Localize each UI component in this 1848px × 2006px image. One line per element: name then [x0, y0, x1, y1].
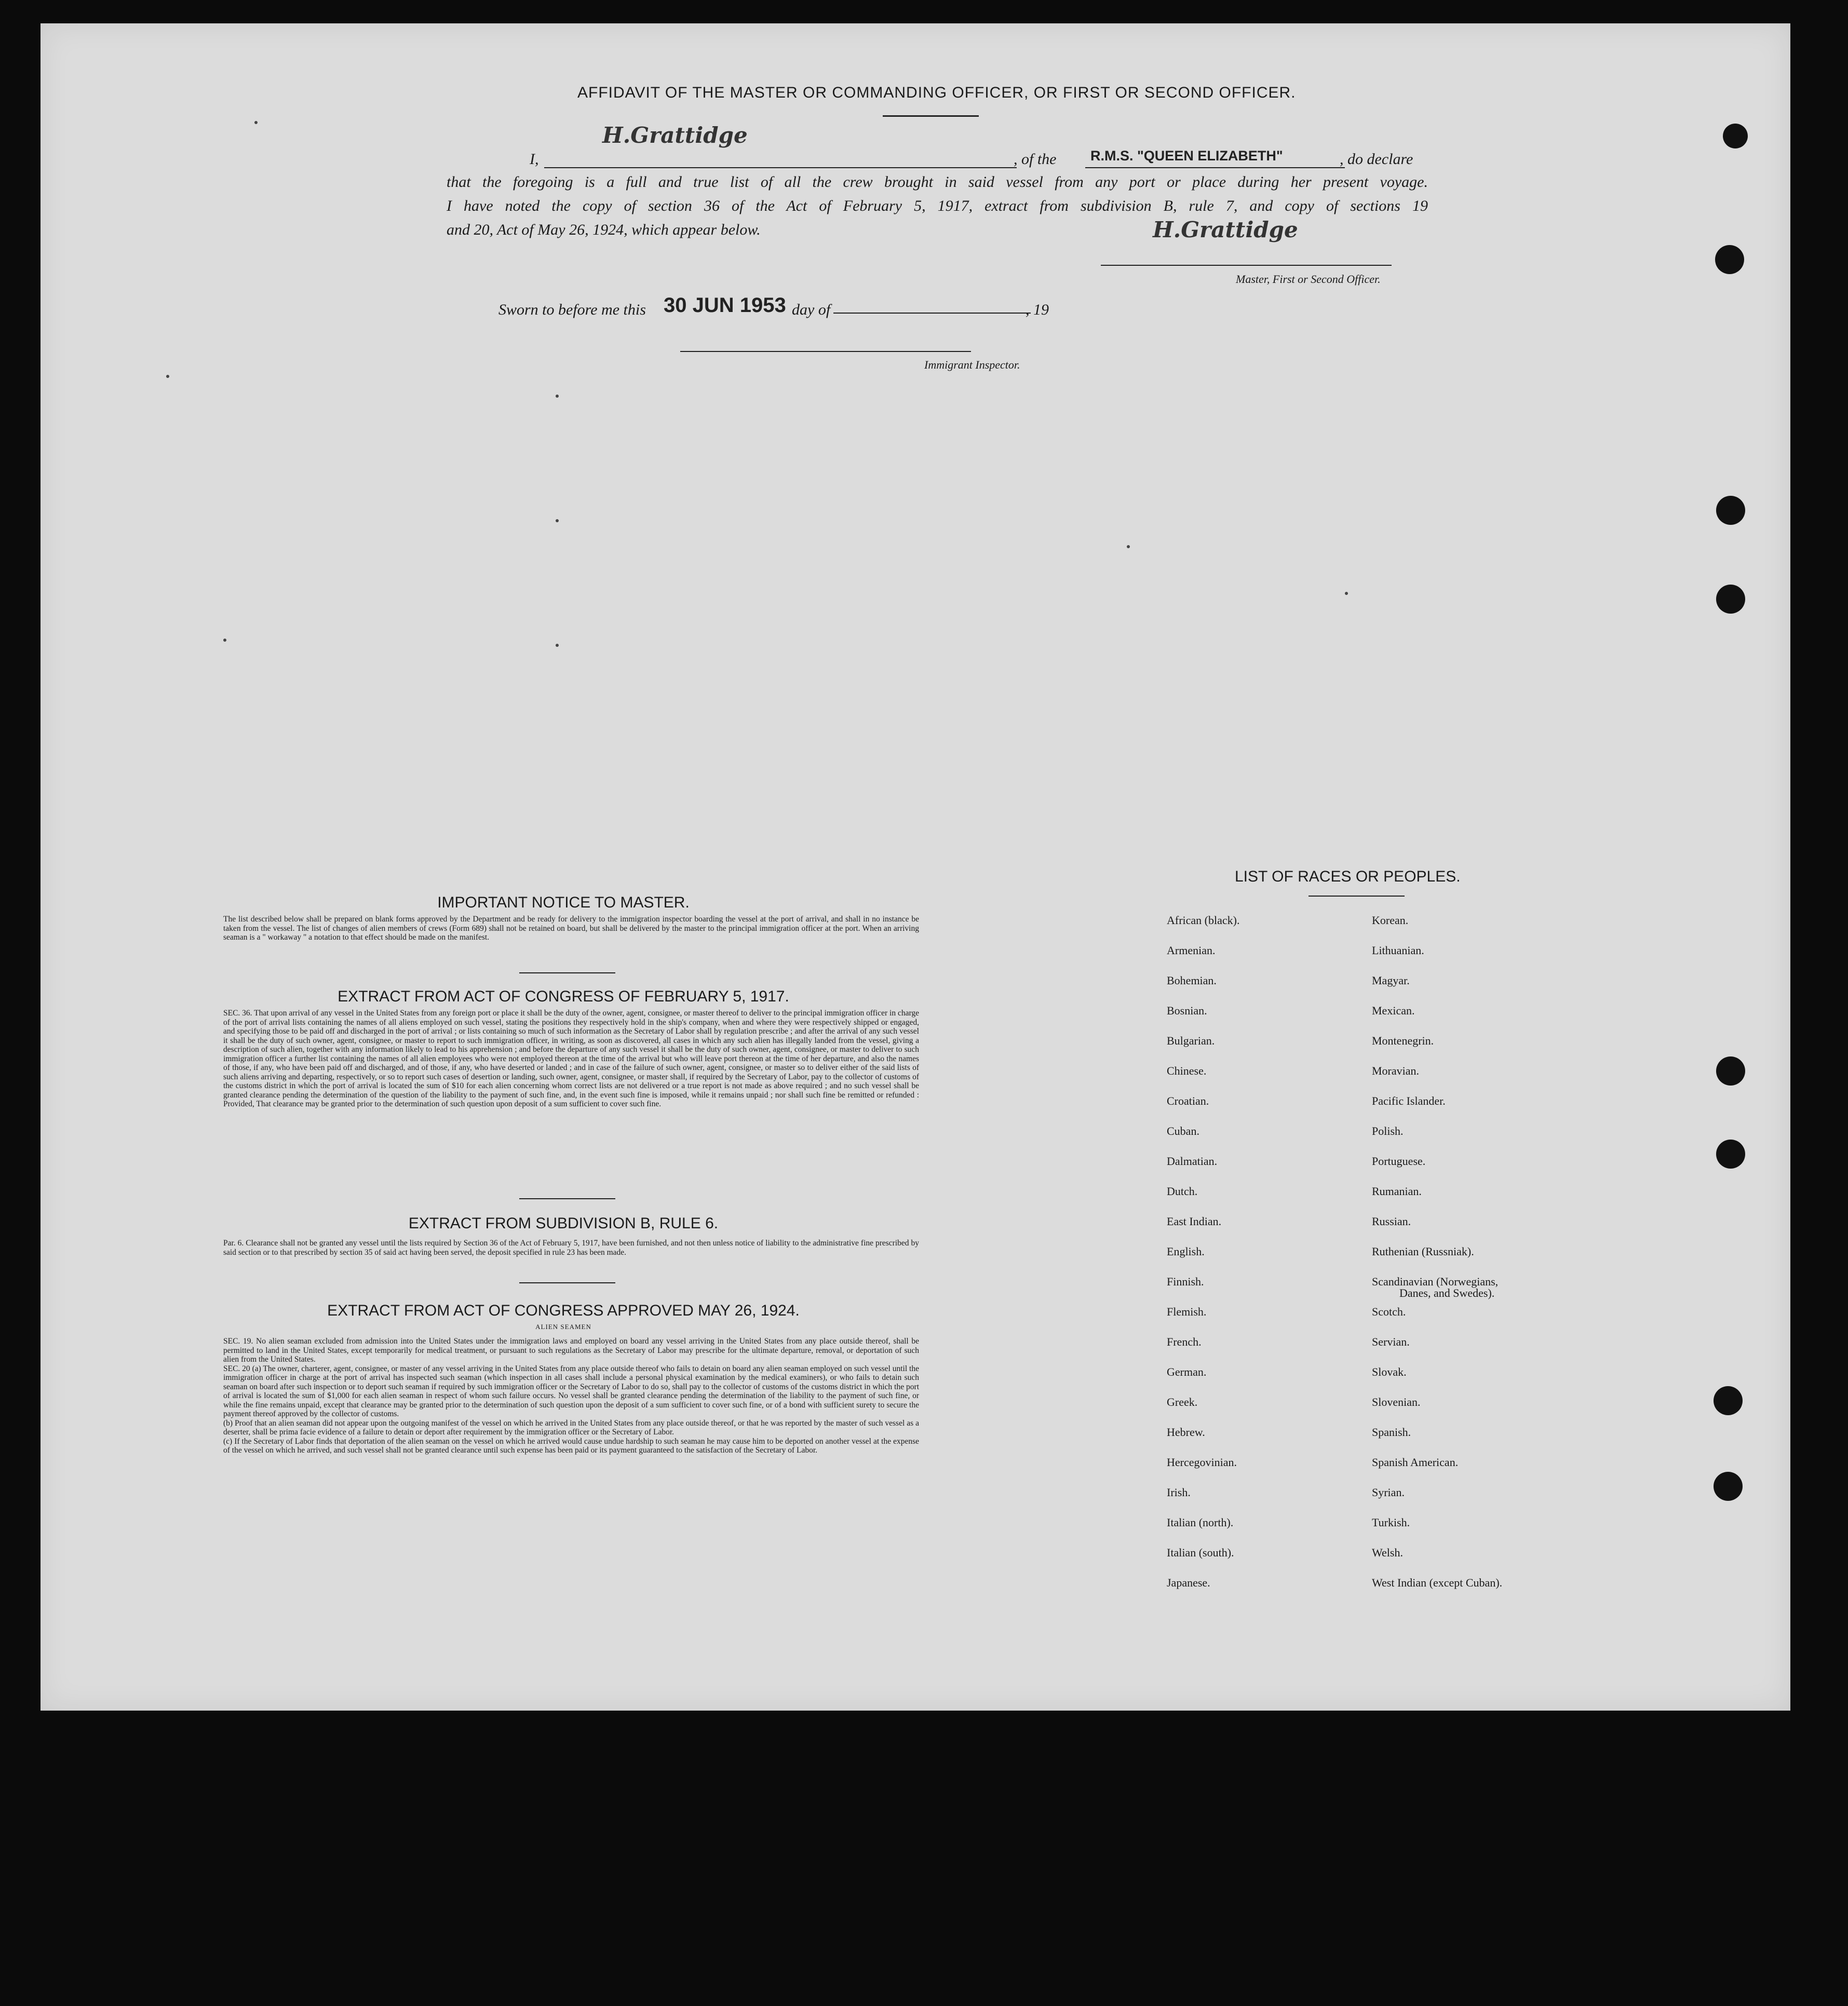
race-item: Portuguese. — [1372, 1155, 1426, 1168]
race-item: Hercegovinian. — [1167, 1456, 1237, 1469]
signer-label: Master, First or Second Officer. — [1236, 273, 1381, 286]
race-item: Russian. — [1372, 1215, 1411, 1228]
punch-hole — [1716, 1140, 1745, 1169]
race-item: Bosnian. — [1167, 1004, 1207, 1017]
race-item: English. — [1167, 1245, 1205, 1258]
do-declare-text: , do declare — [1340, 151, 1413, 168]
extract2-divider — [519, 1282, 615, 1283]
sworn-prefix: Sworn to before me this — [498, 301, 646, 318]
affidavit-title: AFFIDAVIT OF THE MASTER OR COMMANDING OFFICER, OR FIRST OR SECOND OFFICER. — [577, 84, 1296, 101]
race-item: Finnish. — [1167, 1275, 1204, 1288]
extract3-sec20b: (b) Proof that an alien seaman did not appear upon the outgoing manifest of the vessel on which he arrived in the United States from any place outside thereof, or that he was reported by the master of such vessel as a deserter, shall be prima facie evidence of a failure to detain or deport after requirement by the immigration officer or the Secretary of Labor. — [223, 1418, 919, 1436]
race-scandinavian-continued: Danes, and Swedes). — [1399, 1286, 1495, 1299]
race-item: Spanish American. — [1372, 1456, 1459, 1469]
signature-2: H.Grattidge — [1153, 217, 1298, 242]
race-item: Montenegrin. — [1372, 1034, 1434, 1047]
race-item: Dutch. — [1167, 1185, 1198, 1198]
race-item: Dalmatian. — [1167, 1155, 1218, 1168]
race-item: Syrian. — [1372, 1486, 1405, 1499]
race-item: Italian (south). — [1167, 1546, 1234, 1559]
extract3-sec19: SEC. 19. No alien seaman excluded from admission into the United States under the immigration laws and employed on board any vessel arriving in the United States from any place outside thereof, shall be permitted to land in the United States, except temporarily for medical treatment, or pursuant to such regulations as the Secretary of Labor may prescribe for the ultimate departure, removal, or deportation of such alien from the United States. — [223, 1337, 919, 1364]
affidavit-line-2: that the foregoing is a full and true list of all the crew brought in said vessel from any port or place during her present voyage. — [447, 173, 1428, 191]
title-underline — [883, 115, 979, 117]
race-item: Moravian. — [1372, 1064, 1420, 1077]
signature-1: H.Grattidge — [602, 123, 748, 148]
signature-line — [1101, 265, 1392, 266]
punch-hole — [1714, 1386, 1743, 1415]
race-item: French. — [1167, 1335, 1202, 1348]
page-speck — [223, 639, 226, 642]
page-speck — [556, 519, 559, 522]
race-item: West Indian (except Cuban). — [1372, 1576, 1503, 1589]
day-of-text: day of — [792, 301, 831, 318]
race-item: Welsh. — [1372, 1546, 1403, 1559]
race-item: Turkish. — [1372, 1516, 1410, 1529]
race-item: Servian. — [1372, 1335, 1410, 1348]
extract2-body: Par. 6. Clearance shall not be granted any vessel until the lists required by Section 36 of the Act of February 5, 1917, have been furnished, and not then unless notice of liability to the administrative fine prescribed by said section or to that prescribed by section 35 of said act having been served, the deposit specified in rule 23 has been made. — [223, 1239, 919, 1257]
extract3-sec20c: (c) If the Secretary of Labor finds that deportation of the alien seaman on the vessel on which he arrived would cause undue hardship to such seaman he may cause him to be deported on another vessel at the expense of the vessel on which he arrived, and such vessel shall not be granted clearance until such expense has been paid or its payment guaranteed to the satisfaction of the Secretary of Labor. — [223, 1436, 919, 1455]
race-item: Mexican. — [1372, 1004, 1415, 1017]
race-item: Italian (north). — [1167, 1516, 1234, 1529]
affidavit-i-prefix: I, — [530, 151, 539, 168]
race-item: Pacific Islander. — [1372, 1094, 1446, 1107]
inspector-label: Immigrant Inspector. — [924, 358, 1020, 371]
year-prefix: , 19 — [1026, 301, 1049, 318]
inspector-line — [680, 351, 971, 352]
name-line — [544, 167, 1017, 168]
race-item: Flemish. — [1167, 1305, 1207, 1318]
race-item: Armenian. — [1167, 944, 1216, 957]
race-item: Bulgarian. — [1167, 1034, 1215, 1047]
races-title-underline — [1309, 896, 1405, 897]
punch-hole — [1716, 585, 1745, 614]
extract3-body — [223, 1337, 919, 1455]
extract3-subtitle: ALIEN SEAMEN — [535, 1323, 591, 1331]
page-speck — [1345, 592, 1348, 595]
race-item: Ruthenian (Russniak). — [1372, 1245, 1474, 1258]
page-speck — [556, 395, 559, 398]
race-item: Rumanian. — [1372, 1185, 1422, 1198]
page-speck — [254, 121, 258, 124]
extract3-title: EXTRACT FROM ACT OF CONGRESS APPROVED MAY 26, 1924. — [327, 1302, 800, 1319]
extract1-divider — [519, 1198, 615, 1199]
race-item: German. — [1167, 1365, 1207, 1378]
vessel-line — [1085, 167, 1345, 168]
notice-body: The list described below shall be prepared on blank forms approved by the Department and be ready for delivery to the immigration inspector boarding the vessel at the port of arrival, and shall in no instance be taken from the vessel. The list of changes of alien members of crews (Form 689) shall not be retained on board, but shall be delivered by the master to the principal immigration officer at the port. When an arriving seaman is a " workaway " a notation to that effect should be made on the manifest. — [223, 915, 919, 942]
race-item: Hebrew. — [1167, 1426, 1205, 1439]
race-item: Scandinavian (Norwegians, — [1372, 1275, 1499, 1288]
race-item: Slovenian. — [1372, 1395, 1421, 1408]
extract1-title: EXTRACT FROM ACT OF CONGRESS OF FEBRUARY 5, 1917. — [338, 988, 789, 1005]
race-item: Lithuanian. — [1372, 944, 1424, 957]
day-line — [833, 313, 1031, 314]
race-item: Greek. — [1167, 1395, 1198, 1408]
affidavit-line-4: and 20, Act of May 26, 1924, which appear below. — [447, 221, 761, 238]
race-item: Chinese. — [1167, 1064, 1207, 1077]
punch-hole — [1723, 124, 1748, 148]
race-item: African (black). — [1167, 914, 1240, 927]
document-page — [41, 23, 1790, 1711]
punch-hole — [1716, 1056, 1745, 1086]
extract2-title: EXTRACT FROM SUBDIVISION B, RULE 6. — [408, 1215, 719, 1232]
punch-hole — [1716, 496, 1745, 525]
page-speck — [556, 644, 559, 647]
notice-divider — [519, 972, 615, 973]
race-item: Spanish. — [1372, 1426, 1411, 1439]
of-the-text: , of the — [1014, 151, 1057, 168]
race-item: Bohemian. — [1167, 974, 1217, 987]
races-title: LIST OF RACES OR PEOPLES. — [1235, 868, 1461, 885]
race-item: Scotch. — [1372, 1305, 1406, 1318]
punch-hole — [1714, 1472, 1743, 1501]
race-item: Slovak. — [1372, 1365, 1407, 1378]
race-item: Japanese. — [1167, 1576, 1210, 1589]
punch-hole — [1715, 245, 1744, 274]
page-speck — [1127, 545, 1130, 548]
extract3-sec20a: SEC. 20 (a) The owner, charterer, agent, consignee, or master of any vessel arriving in the United States from any place outside thereof who fails to detain on board any alien seaman employed on such vessel until the immigration officer in charge at the port of arrival has inspected such seaman (which inspection in all cases shall include a personal physical examination by the medical examiners), or who fails to detain such seaman on board after such inspection or to deport such seaman if required by such immigration officer or the Secretary of Labor to do so, shall pay to the collector of customs of the customs district in which the port of arrival is located the sum of $1,000 for each alien seaman in respect of whom such failure occurs. No vessel shall be granted clearance pending the determination of the liability to the payment of such fine, or while the fine remains unpaid, except that clearance may be granted prior to the determination of such question upon the deposit of a sum sufficient to cover such fine, or of a bond with sufficient surety to secure the payment thereof approved by the collector of customs. — [223, 1364, 919, 1418]
extract1-body: SEC. 36. That upon arrival of any vessel in the United States from any foreign port or place it shall be the duty of the owner, agent, consignee, or master thereof to deliver to the principal immigration officer in charge of the port of arrival lists containing the names of all aliens employed on such vessel, stating the positions they respectively hold in the ship's company, when and where they were respectively shipped or engaged, and specifying those to be paid off and discharged in the port of arrival ; or lists containing so much of such information as the Secretary of Labor shall by regulation prescribe ; and after the arrival of any such vessel it shall be the duty of such owner, agent, consignee, or master to report to such immigration officer, in writing, as soon as discovered, all cases in which any such alien has illegally landed from the vessel, giving a description of such alien, together with any information likely to lead to his apprehension ; and before the departure of any such vessel it shall be the duty of such owner, agent, consignee, or master to deliver to such immigration officer a further list containing the names of all alien employees who were not employed thereon at the time of the arrival but who will leave port thereon at the time of her departure, and also the names of those, if any, who have been paid off and discharged, and of those, if any, who have deserted or landed ; and in case of the failure of such owner, agent, consignee, or master so to deliver either of the said lists of such aliens arriving and departing, respectively, or so to report such cases of desertion or landing, such owner, agent, consignee, or master shall, if required by the Secretary of Labor, pay to the collector of customs of the customs district in which the port of arrival is located the sum of $10 for each alien concerning whom correct lists are not delivered or a true report is not made as above required ; and no such vessel shall be granted clearance pending the determination of the question of the liability to the payment of such fine, and, in the event such fine is imposed, while it remains unpaid ; nor shall such fine be remitted or refunded : Provided, That clearance may be granted prior to the determination of such question upon deposit of a sum sufficient to cover such fine. — [223, 1009, 919, 1108]
race-item: Polish. — [1372, 1124, 1404, 1137]
affidavit-line-3: I have noted the copy of section 36 of the Act of February 5, 1917, extract from subdivision B, rule 7, and copy of sections 19 — [447, 197, 1428, 214]
notice-title: IMPORTANT NOTICE TO MASTER. — [437, 894, 690, 911]
race-item: East Indian. — [1167, 1215, 1222, 1228]
sworn-date-stamp: 30 JUN 1953 — [664, 294, 786, 317]
vessel-name: R.M.S. "QUEEN ELIZABETH" — [1090, 148, 1283, 164]
race-item: Magyar. — [1372, 974, 1410, 987]
race-item: Irish. — [1167, 1486, 1191, 1499]
race-item: Cuban. — [1167, 1124, 1199, 1137]
race-item: Croatian. — [1167, 1094, 1209, 1107]
race-item: Korean. — [1372, 914, 1409, 927]
page-speck — [166, 375, 169, 378]
